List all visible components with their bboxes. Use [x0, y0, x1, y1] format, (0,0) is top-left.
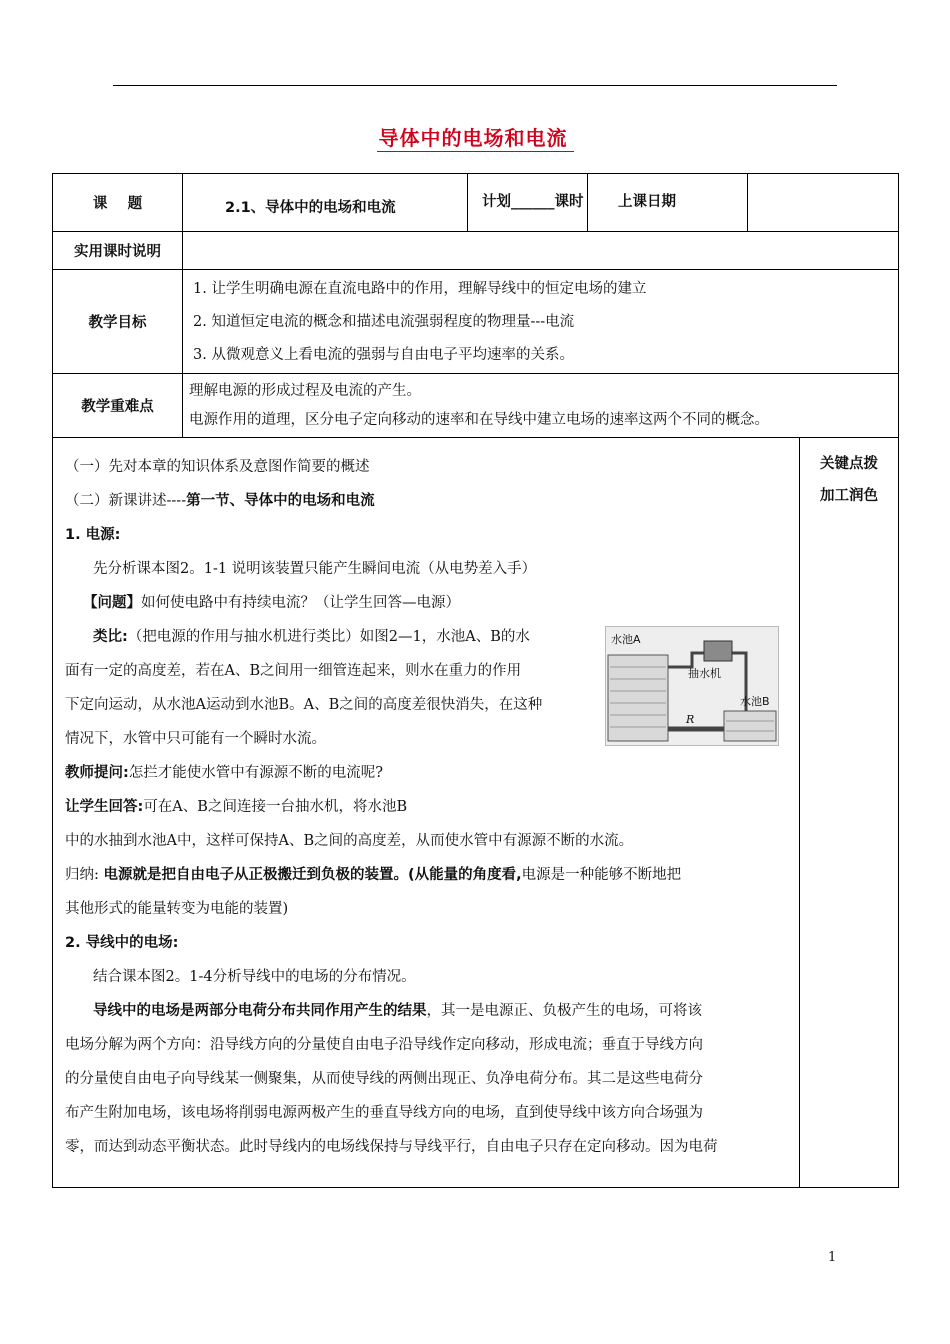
lesson-plan-table [52, 173, 899, 1188]
side-label: 关键点拨 [820, 456, 878, 472]
teacher-question: 教师提问:怎拦才能使水管中有源源不断的电流呢? [65, 765, 384, 781]
practical-hours-label: 实用课时说明 [53, 232, 183, 270]
pool-a-label: 水池A [611, 633, 641, 646]
practical-hours-value [183, 232, 899, 270]
document-title: 导体中的电场和电流 [0, 122, 950, 151]
water-pump-diagram [605, 626, 779, 746]
goals-label: 教学目标 [53, 270, 183, 374]
class-date-value [748, 174, 899, 232]
pump-label: 抽水机 [688, 667, 721, 680]
analogy-line: 下定向运动，从水池A运动到水池B。A、B之间的高度差很快消失，在这种 [65, 697, 543, 713]
side-notes-column [800, 438, 899, 1188]
key-points-label: 教学重难点 [53, 374, 183, 438]
analogy: 类比:（把电源的作用与抽水机进行类比）如图2—1，水池A、B的水 [93, 629, 530, 645]
analogy-line: 情况下，水管中只可能有一个瞬时水流。 [65, 731, 326, 747]
header-rule [113, 85, 837, 86]
pipe-r-label: R [686, 713, 695, 726]
key-point: 理解电源的形成过程及电流的产生。 [189, 382, 421, 399]
pool-b-label: 水池B [740, 695, 770, 708]
paragraph: 结合课本图2。1-4分析导线中的电场的分布情况。 [93, 969, 416, 985]
goal-item: 1. 让学生明确电源在直流电路中的作用，理解导线中的恒定电场的建立 [193, 281, 647, 297]
paragraph-line: 的分量使自由电子向导线某一侧聚集，从而使导线的两侧出现正、负净电荷分布。其二是这些电荷分 [65, 1071, 703, 1087]
goal-item: 2. 知道恒定电流的概念和描述电流强弱程度的物理量---电流 [193, 314, 575, 330]
plan-hours-label: 计划______课时 [468, 174, 588, 232]
key-point: 电源作用的道理，区分电子定向移动的速率和在导线中建立电场的速率这两个不同的概念。 [189, 411, 769, 428]
paragraph-line: 电场分解为两个方向：沿导线方向的分量使自由电子沿导线作定向移动，形成电流；垂直于导线方向 [65, 1037, 703, 1053]
goals-list [183, 270, 899, 374]
goal-item: 3. 从微观意义上看电流的强弱与自由电子平均速率的关系。 [193, 347, 574, 363]
paragraph: 导线中的电场是两部分电荷分布共同作用产生的结果，其一是电源正、负极产生的电场，可将该 [93, 1003, 702, 1019]
section-heading: 1. 电源: [65, 527, 121, 543]
side-label: 加工润色 [820, 488, 878, 504]
analogy-line: 面有一定的高度差，若在A、B之间用一细管连起来，则水在重力的作用 [65, 663, 522, 679]
student-answer-line: 中的水抽到水池A中，这样可保持A、B之间的高度差，从而使水管中有源源不断的水流。 [65, 833, 634, 849]
class-date-label: 上课日期 [588, 174, 748, 232]
pump-illustration [606, 627, 778, 745]
intro-line: （一）先对本章的知识体系及意图作简要的概述 [65, 459, 370, 475]
key-points [183, 374, 899, 438]
summary: 归纳: 电源就是把自由电子从正极搬迁到负极的装置。(从能量的角度看,电源是一种能够不断地把 [65, 867, 682, 883]
paragraph-line: 布产生附加电场，该电场将削弱电源两极产生的垂直导线方向的电场，直到使导线中该方向合场强为 [65, 1105, 703, 1121]
paragraph: 先分析课本图2。1-1 说明该装置只能产生瞬间电流（从电势差入手） [93, 561, 537, 577]
summary-line: 其他形式的能量转变为电能的装置) [65, 901, 289, 917]
topic-value: 2.1、导体中的电场和电流 [183, 174, 468, 232]
student-answer: 让学生回答:可在A、B之间连接一台抽水机，将水池B [65, 799, 408, 815]
page-number: 1 [828, 1250, 837, 1265]
topic-label: 课 题 [53, 174, 183, 232]
intro-line: （二）新课讲述----第一节、导体中的电场和电流 [65, 493, 375, 509]
paragraph-line: 零，而达到动态平衡状态。此时导线内的电场线保持与导线平行，自由电子只存在定向移动。因为电荷 [65, 1139, 718, 1155]
section-heading: 2. 导线中的电场: [65, 935, 179, 951]
lesson-body [53, 438, 800, 1188]
question: 【问题】如何使电路中有持续电流？（让学生回答—电源） [83, 595, 460, 611]
